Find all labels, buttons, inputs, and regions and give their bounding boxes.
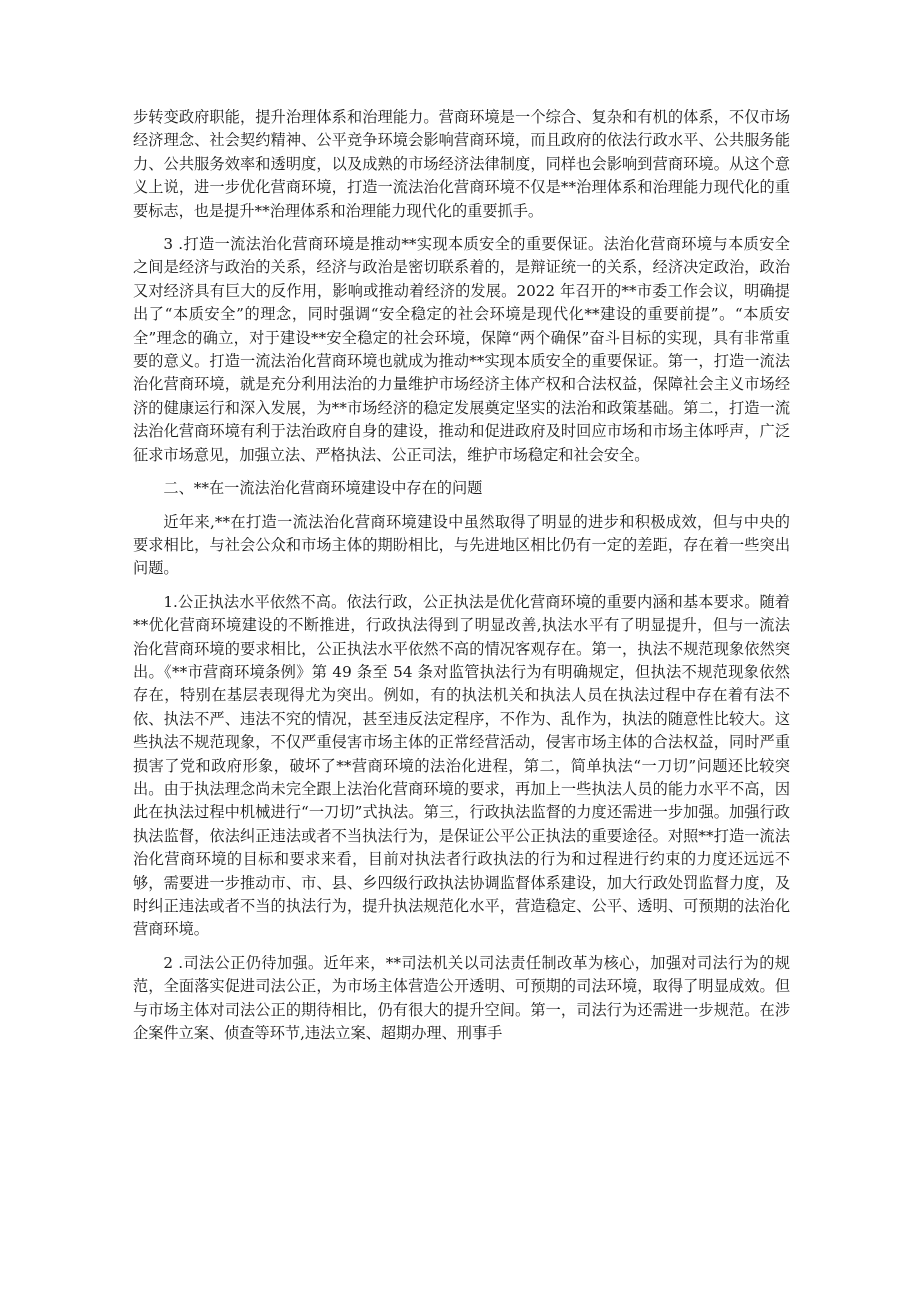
paragraph-1: 步转变政府职能，提升治理体系和治理能力。营商环境是一个综合、复杂和有机的体系，不仅市场经济理念、社会契约精神、公平竞争环境会影响营商环境，而且政府的依法行政水平、公共服务能力、公共服务效率和透明度，以及成熟的市场经济法律制度，同样也会影响到营商环境。从这个意义上说，进一步优化营商环境，打造一流法治化营商环境不仅是**治理体系和治理能力现代化的重要标志，也是提升**治理体系和治理能力现代化的重要抓手。 [133, 108, 790, 220]
paragraph-3: 近年来,**在打造一流法治化营商环境建设中虽然取得了明显的进步和积极成效，但与中央的要求相比，与社会公众和市场主体的期盼相比，与先进地区相比仍有一定的差距，存在着一些突出问题。 [133, 512, 790, 578]
paragraph-5: 2 .司法公正仍待加强。近年来，**司法机关以司法责任制改革为核心，加强对司法行为的规范，全面落实促进司法公正，为市场主体营造公开透明、可预期的司法环境，取得了明显成效。但与市场主体对司法公正的期待相比，仍有很大的提升空间。第一，司法行为还需进一步规范。在涉企案件立案、侦查等环节,违法立案、超期办理、刑事手 [133, 953, 790, 1043]
paragraph-4: 1.公正执法水平依然不高。依法行政，公正执法是优化营商环境的重要内涵和基本要求。随着**优化营商环境建设的不断推进，行政执法得到了明显改善,执法水平有了明显提升，但与一流法治化营商环境的要求相比，公正执法水平依然不高的情况客观存在。第一，执法不规范现象依然突出。《**市营商环境条例》第 49 条至 54 条对监管执法行为有明确规定，但执法不规范现象依然存在，特别在基层表现得尤为突出。例如，有的执法机关和执法人员在执法过程中存在着有法不依、执法不严、违法不究的情况，甚至违反法定程序，不作为、乱作为，执法的随意性比较大。这些执法不规范现象，不仅严重侵害市场主体的正常经营活动，侵害市场主体的合法权益，同时严重损害了党和政府形象，破坏了**营商环境的法治化进程，第二，简单执法“一刀切”问题还比较突出。由于执法理念尚未完全跟上法治化营商环境的要求，再加上一些执法人员的能力水平不高，因此在执法过程中机械进行“一刀切”式执法。第三，行政执法监督的力度还需进一步加强。加强行政执法监督，依法纠正违法或者不当执法行为，是保证公平公正执法的重要途径。对照**打造一流法治化营商环境的目标和要求来看，目前对执法者行政执法的行为和过程进行约束的力度还远远不够，需要进一步推动市、市、县、乡四级行政执法协调监督体系建设，加大行政处罚监督力度，及时纠正违法或者不当的执法行为，提升执法规范化水平，营造稳定、公平、透明、可预期的法治化营商环境。 [133, 592, 790, 939]
section-heading-2: 二、**在一流法治化营商环境建设中存在的问题 [163, 479, 483, 498]
document-body [133, 106, 790, 1055]
paragraph-2: 3 .打造一流法治化营商环境是推动**实现本质安全的重要保证。法治化营商环境与本质安全之间是经济与政治的关系，经济与政治是密切联系着的，是辩证统一的关系，经济决定政治，政治又对经济具有巨大的反作用，影响或推动着经济的发展。2022 年召开的**市委工作会议，明确提出了“本质安全”的理念，同时强调“安全稳定的社会环境是现代化**建设的重要前提”。“本质安全”理念的确立，对于建设**安全稳定的社会环境，保障“两个确保”奋斗目标的实现，具有非常重要的意义。打造一流法治化营商环境也就成为推动**实现本质安全的重要保证。第一，打造一流法治化营商环境，就是充分利用法治的力量维护市场经济主体产权和合法权益，保障社会主义市场经济的健康运行和深入发展，为**市场经济的稳定发展奠定坚实的法治和政策基础。第二，打造一流法治化营商环境有利于法治政府自身的建设，推动和促进政府及时回应市场和市场主体呼声，广泛征求市场意见，加强立法、严格执法、公正司法，维护市场稳定和社会安全。 [133, 235, 790, 464]
